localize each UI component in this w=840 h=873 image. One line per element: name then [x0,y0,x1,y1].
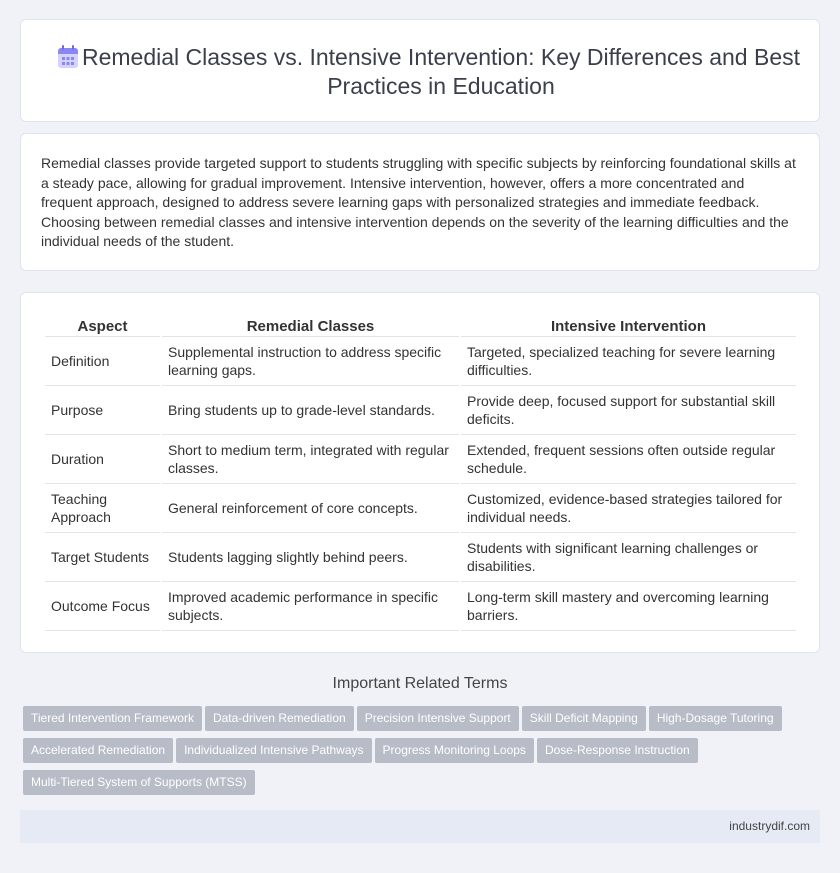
aspect-cell: Purpose [45,386,160,435]
title-card [20,19,820,122]
intensive-cell: Students with significant learning challenges or disabilities. [461,533,796,582]
remedial-cell: Short to medium term, integrated with regular classes. [162,435,459,484]
footer-bar [20,810,820,843]
intensive-cell: Targeted, specialized teaching for severe learning difficulties. [461,337,796,386]
intensive-cell: Provide deep, focused support for substantial skill deficits. [461,386,796,435]
table-header-row [45,315,796,337]
related-terms-list [23,706,803,802]
remedial-cell: General reinforcement of core concepts. [162,484,459,533]
header-aspect: Aspect [45,315,160,337]
aspect-cell: Teaching Approach [45,484,160,533]
intensive-cell: Extended, frequent sessions often outside regular schedule. [461,435,796,484]
related-term-tag[interactable]: Skill Deficit Mapping [522,706,646,731]
table-row [45,533,796,582]
header-remedial: Remedial Classes [162,315,459,337]
table-row [45,337,796,386]
page-title: Remedial Classes vs. Intensive Intervention: Key Differences and Best Practices in Education [81,44,801,99]
comparison-card [20,292,820,653]
table-row [45,484,796,533]
related-term-tag[interactable]: Tiered Intervention Framework [23,706,202,731]
remedial-cell: Improved academic performance in specific subjects. [162,582,459,631]
header-intensive: Intensive Intervention [461,315,796,337]
intensive-cell: Customized, evidence-based strategies tailored for individual needs. [461,484,796,533]
related-term-tag[interactable]: Dose-Response Instruction [537,738,698,763]
remedial-cell: Students lagging slightly behind peers. [162,533,459,582]
table-row [45,582,796,631]
related-term-tag[interactable]: Precision Intensive Support [357,706,519,731]
aspect-cell: Definition [45,337,160,386]
remedial-cell: Supplemental instruction to address specific learning gaps. [162,337,459,386]
related-terms-heading: Important Related Terms [332,675,508,692]
footer-site-link[interactable]: industrydif.com [729,819,810,833]
remedial-cell: Bring students up to grade-level standards. [162,386,459,435]
table-row [45,386,796,435]
aspect-cell: Outcome Focus [45,582,160,631]
table-row [45,435,796,484]
comparison-table [43,315,798,631]
related-term-tag[interactable]: Data-driven Remediation [205,706,354,731]
intro-paragraph: Remedial classes provide targeted support to students struggling with specific subjects by reinforcing foundational skills at a steady pace, allowing for gradual improvement. Intensive intervention, however, offers a more concentrated and frequent approach, designed to address severe learning gaps with personalized strategies and immediate feedback. Choosing between remedial classes and intensive intervention depends on the severity of the learning difficulties and the individual needs of the student. [41,155,796,249]
related-term-tag[interactable]: High-Dosage Tutoring [649,706,782,731]
related-term-tag[interactable]: Individualized Intensive Pathways [176,738,371,763]
related-term-tag[interactable]: Multi-Tiered System of Supports (MTSS) [23,770,255,795]
aspect-cell: Duration [45,435,160,484]
related-term-tag[interactable]: Accelerated Remediation [23,738,173,763]
aspect-cell: Target Students [45,533,160,582]
related-term-tag[interactable]: Progress Monitoring Loops [375,738,534,763]
intro-card [20,133,820,271]
intensive-cell: Long-term skill mastery and overcoming learning barriers. [461,582,796,631]
